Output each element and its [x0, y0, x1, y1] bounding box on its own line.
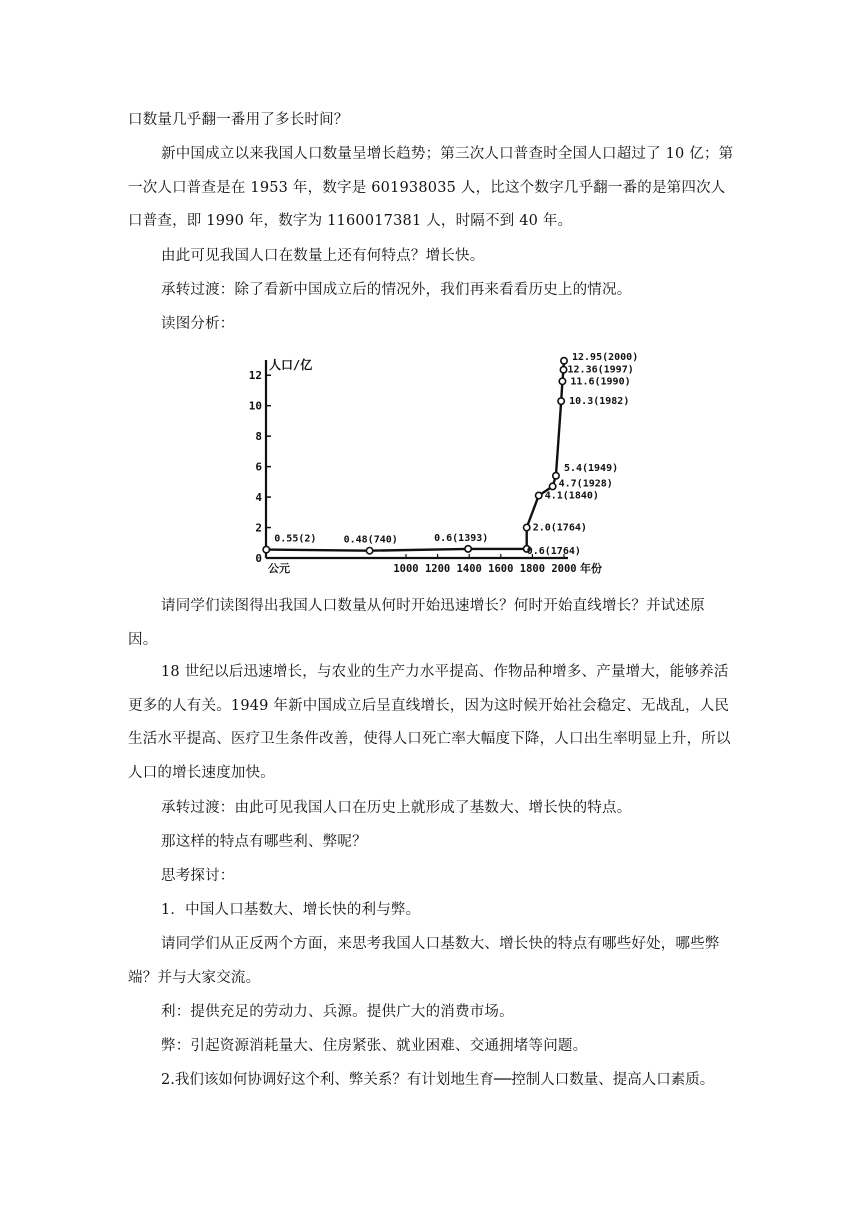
data-point: [559, 378, 565, 384]
data-point: [553, 473, 559, 479]
data-point: [549, 483, 555, 489]
data-point: [263, 546, 269, 552]
paragraph-read-chart: 读图分析：: [161, 316, 235, 332]
paragraph-discussion-heading: 思考探讨：: [161, 868, 235, 884]
data-label: 12.36(1997): [567, 364, 634, 376]
series-line: [266, 361, 564, 551]
paragraph-intro-question: 口数量几乎翻一番用了多长时间？: [128, 112, 349, 128]
data-label: 10.3(1982): [569, 396, 630, 408]
data-point: [561, 358, 567, 364]
data-label: 11.6(1990): [570, 376, 631, 388]
data-point: [536, 492, 542, 498]
x-unit-label: 年份: [580, 562, 602, 575]
data-label: 12.95(2000): [572, 351, 639, 363]
y-tick-label: 10: [248, 399, 262, 413]
x-tick-label: 1400: [456, 563, 482, 575]
data-label: 4.7(1928): [558, 478, 613, 490]
data-label: 0.6(1393): [434, 532, 489, 544]
paragraph-growth-feature: 由此可见我国人口在数量上还有何特点？增长快。: [161, 248, 485, 264]
y-axis-label: 人口/亿: [269, 358, 313, 372]
paragraph-item-1-prompt: 请同学们从正反两个方面，来思考我国人口基数大、增长快的特点有哪些好处，哪些弊端？并与大家交流。: [128, 936, 720, 986]
paragraph-reason: 18 世纪以后迅速增长，与农业的生产力水平提高、作物品种增多、产量增大，能够养活更多的人有关。1949 年新中国成立后呈直线增长，因为这时候开始社会稳定、无战乱，人民生活水平提高、医疗卫生条件改善，使得人口死亡率大幅度下降，人口出生率明显上升，所以人口的增长速度加快。: [128, 664, 731, 781]
x-tick-label: 1000: [393, 563, 419, 575]
paragraph-transition-1: 承转过渡：除了看新中国成立后的情况外，我们再来看看历史上的情况。: [161, 282, 632, 298]
paragraph-chart-question: 请同学们读图得出我国人口数量从何时开始迅速增长？何时开始直线增长？并试述原因。: [128, 598, 705, 648]
paragraph-pros: 利：提供充足的劳动力、兵源。提供广大的消费市场。: [161, 1004, 514, 1020]
y-tick-label: 2: [255, 521, 262, 535]
y-tick-label: 8: [255, 430, 262, 444]
data-label: 0.55(2): [274, 533, 317, 545]
data-label: 4.1(1840): [544, 490, 599, 502]
x-origin-label: 公元: [268, 562, 290, 575]
x-tick-label: 1200: [424, 563, 451, 575]
data-point: [560, 367, 566, 373]
data-label: 0.6(1764): [526, 545, 581, 557]
data-label: 2.0(1764): [532, 522, 587, 534]
data-point: [558, 398, 564, 404]
paragraph-pros-cons-question: 那这样的特点有哪些利、弊呢？: [161, 834, 367, 850]
paragraph-census: 新中国成立以来我国人口数量呈增长趋势；第三次人口普查时全国人口超过了 10 亿；第一次人口普查是在 1953 年，数字是 601938035 人，比这个数字几乎翻一番的是第四次人口普查，即 1990 年，数字为 1160017381 人，时隔不到 40 年。: [128, 146, 734, 229]
population-chart: [248, 350, 639, 580]
data-point: [366, 547, 372, 553]
y-tick-label: 12: [248, 369, 262, 383]
paragraph-cons: 弊：引起资源消耗量大、住房紧张、就业困难、交通拥堵等问题。: [161, 1038, 588, 1054]
y-tick-label: 0: [255, 552, 262, 565]
data-label: 5.4(1949): [563, 462, 619, 474]
y-tick-label: 6: [255, 460, 262, 474]
paragraph-item-1: 1．中国人口基数大、增长快的利与弊。: [161, 902, 421, 918]
x-tick-label: 2000: [551, 563, 577, 575]
data-point: [524, 524, 530, 530]
data-label: 0.48(740): [343, 534, 398, 546]
x-tick-label: 1600: [488, 563, 514, 575]
paragraph-item-2: 2.我们该如何协调好这个利、弊关系？有计划地生育──控制人口数量、提高人口素质。: [161, 1072, 715, 1088]
data-point: [465, 546, 471, 552]
y-tick-label: 4: [255, 491, 262, 505]
x-tick-label: 1800: [519, 563, 546, 575]
paragraph-transition-2: 承转过渡：由此可见我国人口在历史上就形成了基数大、增长快的特点。: [161, 800, 632, 816]
